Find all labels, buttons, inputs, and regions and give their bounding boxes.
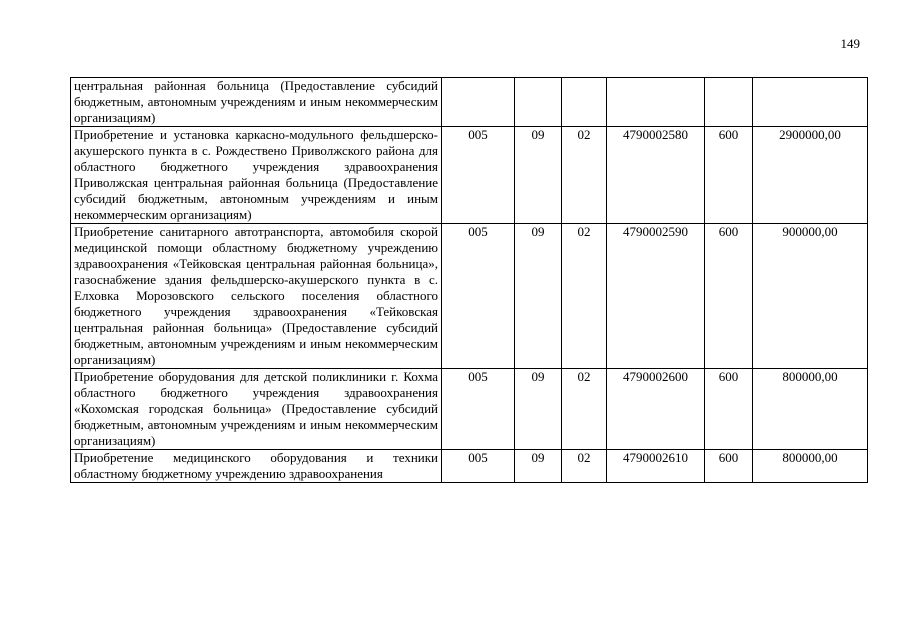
row-subsection-code: 02 [562, 127, 607, 224]
row-ved-code: 005 [442, 127, 515, 224]
row-target-code [607, 78, 705, 127]
table-row [71, 369, 868, 450]
page-number: 149 [840, 36, 860, 51]
row-target-code: 4790002600 [607, 369, 705, 450]
row-description: Приобретение и установка каркасно-модульного фельдшерско-акушерского пункта в с. Рождествено Приволжского района для областного бюджетного учреждения здравоохранения Приволжская центральная районная больница (Предоставление субсидий бюджетным, автономным учреждениям и иным некоммерческим организациям) [71, 127, 442, 224]
row-expense-type: 600 [705, 224, 753, 369]
table-row [71, 127, 868, 224]
row-ved-code [442, 78, 515, 127]
row-ved-code: 005 [442, 369, 515, 450]
row-description: центральная районная больница (Предоставление субсидий бюджетным, автономным учреждениям и иным некоммерческим организациям) [71, 78, 442, 127]
table-row [71, 450, 868, 483]
row-amount: 800000,00 [753, 450, 868, 483]
row-description: Приобретение медицинского оборудования и техники областному бюджетному учреждению здравоохранения [71, 450, 442, 483]
row-amount [753, 78, 868, 127]
row-section-code: 09 [515, 450, 562, 483]
row-ved-code: 005 [442, 450, 515, 483]
row-description: Приобретение оборудования для детской поликлиники г. Кохма областного бюджетного учреждения здравоохранения «Кохомская городская больница» (Предоставление субсидий бюджетным, автономным учреждениям и иным некоммерческим организациям) [71, 369, 442, 450]
budget-table [70, 77, 868, 483]
row-target-code: 4790002580 [607, 127, 705, 224]
row-section-code: 09 [515, 369, 562, 450]
row-subsection-code [562, 78, 607, 127]
row-subsection-code: 02 [562, 369, 607, 450]
row-target-code: 4790002610 [607, 450, 705, 483]
table-row [71, 224, 868, 369]
row-subsection-code: 02 [562, 450, 607, 483]
row-expense-type [705, 78, 753, 127]
table-row [71, 78, 868, 127]
row-amount: 800000,00 [753, 369, 868, 450]
row-section-code: 09 [515, 224, 562, 369]
row-ved-code: 005 [442, 224, 515, 369]
row-description: Приобретение санитарного автотранспорта, автомобиля скорой медицинской помощи областному бюджетному учреждению здравоохранения «Тейковская центральная районная больница», газоснабжение здания фельдшерско-акушерского пункта в с. Елховка Морозовского сельского поселения областного бюджетного учреждения здравоохранения «Тейковская центральная районная больница» (Предоставление субсидий бюджетным, автономным учреждениям и иным некоммерческим организациям) [71, 224, 442, 369]
row-subsection-code: 02 [562, 224, 607, 369]
row-amount: 2900000,00 [753, 127, 868, 224]
row-expense-type: 600 [705, 369, 753, 450]
row-section-code: 09 [515, 127, 562, 224]
row-amount: 900000,00 [753, 224, 868, 369]
row-section-code [515, 78, 562, 127]
row-expense-type: 600 [705, 450, 753, 483]
row-target-code: 4790002590 [607, 224, 705, 369]
row-expense-type: 600 [705, 127, 753, 224]
